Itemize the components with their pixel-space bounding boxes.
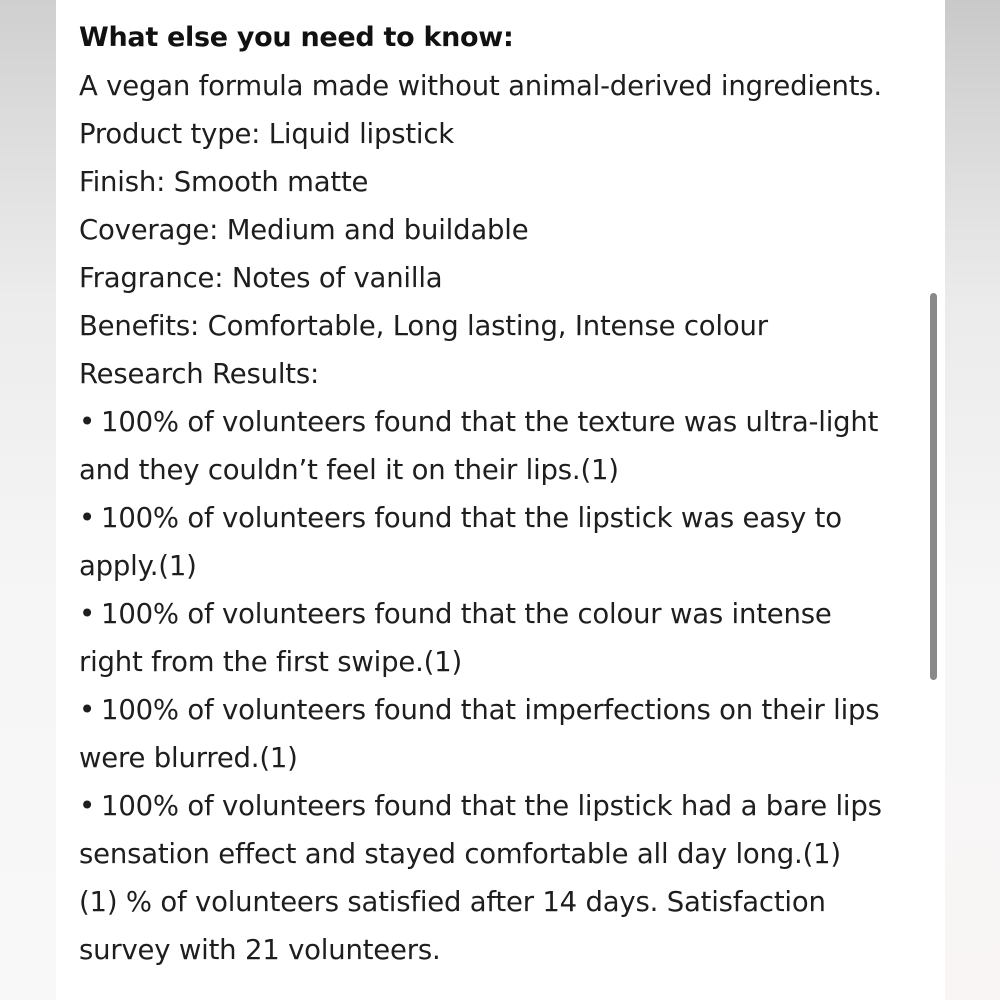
result-text: 100% of volunteers found that the texture was ultra-light [101, 406, 879, 438]
product-details-content [79, 14, 919, 974]
list-item [79, 686, 919, 782]
footnote-text-continued: survey with 21 volunteers. [79, 934, 441, 966]
result-text-continued: sensation effect and stayed comfortable all day long.(1) [79, 838, 841, 870]
list-item [79, 494, 919, 590]
result-text-continued: were blurred.(1) [79, 742, 298, 774]
result-text: 100% of volunteers found that imperfections on their lips [101, 694, 880, 726]
result-text: 100% of volunteers found that the lipstick had a bare lips [101, 790, 882, 822]
attribute-fragrance: Fragrance: Notes of vanilla [79, 262, 443, 294]
footnote-text: (1) % of volunteers satisfied after 14 days. Satisfaction [79, 886, 826, 918]
result-text: 100% of volunteers found that the colour was intense [101, 598, 832, 630]
bullet-icon: • [79, 406, 96, 438]
list-item [79, 590, 919, 686]
result-text-continued: right from the first swipe.(1) [79, 646, 462, 678]
intro-text: A vegan formula made without animal-derived ingredients. [79, 70, 882, 102]
research-results-label: Research Results: [79, 358, 320, 390]
bullet-icon: • [79, 790, 96, 822]
left-backdrop [0, 0, 56, 1000]
bullet-icon: • [79, 694, 96, 726]
attribute-product-type: Product type: Liquid lipstick [79, 118, 455, 150]
result-text: 100% of volunteers found that the lipstick was easy to [101, 502, 842, 534]
attribute-benefits: Benefits: Comfortable, Long lasting, Intense colour [79, 310, 768, 342]
attribute-coverage: Coverage: Medium and buildable [79, 214, 529, 246]
section-heading: What else you need to know: [79, 22, 514, 53]
bullet-icon: • [79, 502, 96, 534]
bullet-icon: • [79, 598, 96, 630]
list-item [79, 398, 919, 494]
result-text-continued: and they couldn’t feel it on their lips.(1) [79, 454, 619, 486]
result-text-continued: apply.(1) [79, 550, 197, 582]
right-backdrop [945, 0, 1000, 1000]
vertical-scrollbar[interactable] [930, 293, 937, 680]
attribute-finish: Finish: Smooth matte [79, 166, 369, 198]
list-item [79, 782, 919, 878]
product-details-card [56, 0, 945, 1000]
